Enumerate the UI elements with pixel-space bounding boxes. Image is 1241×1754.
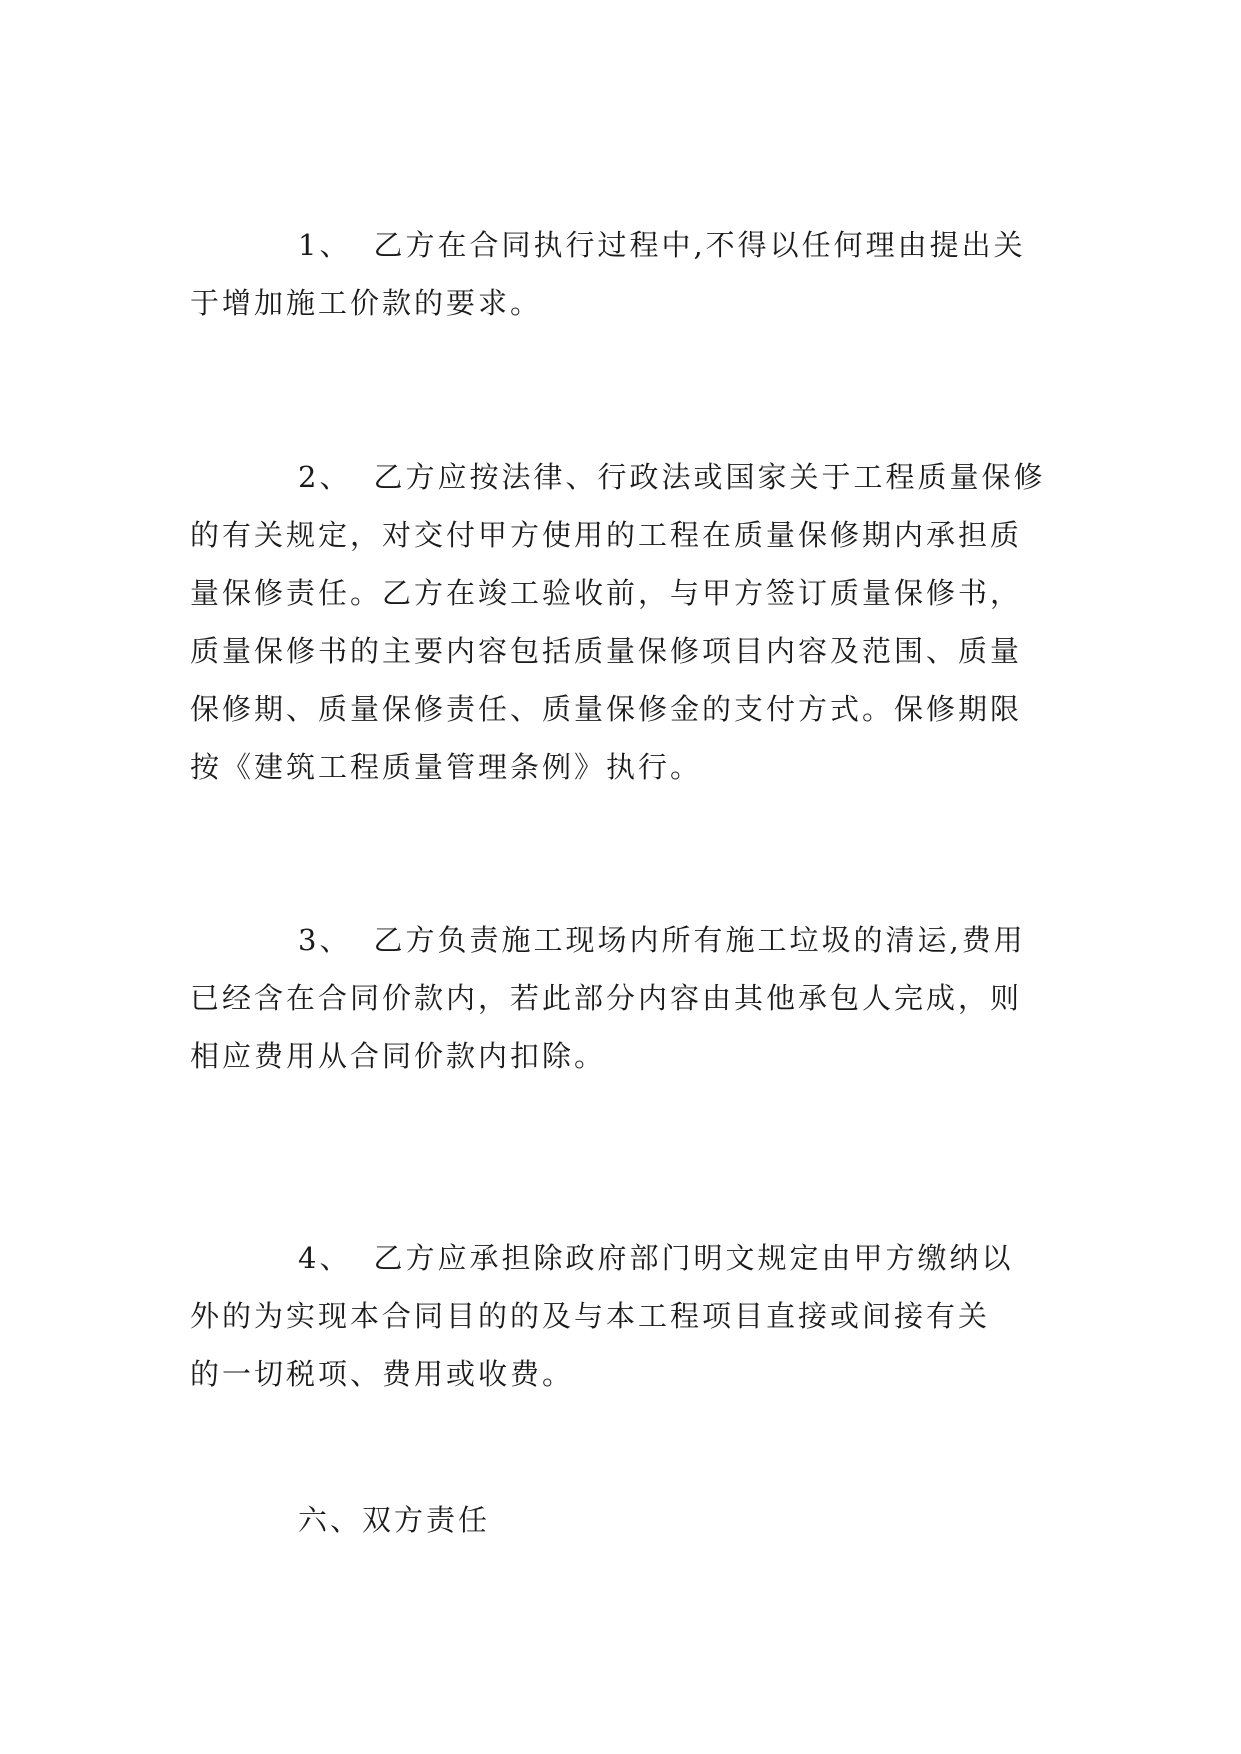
clause-3-number: 3、 [298,923,352,957]
clause-3 [190,911,1060,1085]
clause-2-number: 2、 [298,460,352,494]
clause-3-text-1: 乙方负责施工现场内所有施工垃圾的清运,费用 [373,923,1026,957]
clause-2-line-5: 保修期、质量保修责任、质量保修金的支付方式。保修期限 [190,692,1023,726]
clause-2-line-6: 按《建筑工程质量管理条例》执行。 [190,750,703,784]
clause-2 [190,448,1060,796]
clause-4-line-2: 外的为实现本合同目的的及与本工程项目直接或间接有关 [190,1299,991,1333]
clause-2-line-1 [190,448,1060,506]
clause-2-line-4: 质量保修书的主要内容包括质量保修项目内容及范围、质量 [190,634,1023,668]
clause-3-line-3: 相应费用从合同价款内扣除。 [190,1039,607,1073]
clause-2-line-3: 量保修责任。乙方在竣工验收前，与甲方签订质量保修书， [190,576,1023,610]
clause-1-number: 1、 [298,228,352,262]
clause-4-line-3: 的一切税项、费用或收费。 [190,1357,575,1391]
clause-2-line-2: 的有关规定，对交付甲方使用的工程在质量保修期内承担质 [190,518,1023,552]
clause-1-line-2: 于增加施工价款的要求。 [190,286,543,320]
section-heading-text: 六、双方责任 [298,1503,491,1537]
clause-4 [190,1229,1060,1403]
clause-2-text-1: 乙方应按法律、行政法或国家关于工程质量保修 [373,460,1046,494]
clause-4-line-1 [190,1229,1060,1287]
clause-1 [190,216,1060,332]
clause-3-line-1 [190,911,1060,969]
clause-1-line-1 [190,216,1060,274]
clause-3-line-2: 已经含在合同价款内，若此部分内容由其他承包人完成，则 [190,981,1023,1015]
clause-4-text-1: 乙方应承担除政府部门明文规定由甲方缴纳以 [373,1241,1014,1275]
section-heading [190,1491,1060,1549]
clause-4-number: 4、 [298,1241,352,1275]
clause-1-text-1: 乙方在合同执行过程中,不得以任何理由提出关 [373,228,1026,262]
